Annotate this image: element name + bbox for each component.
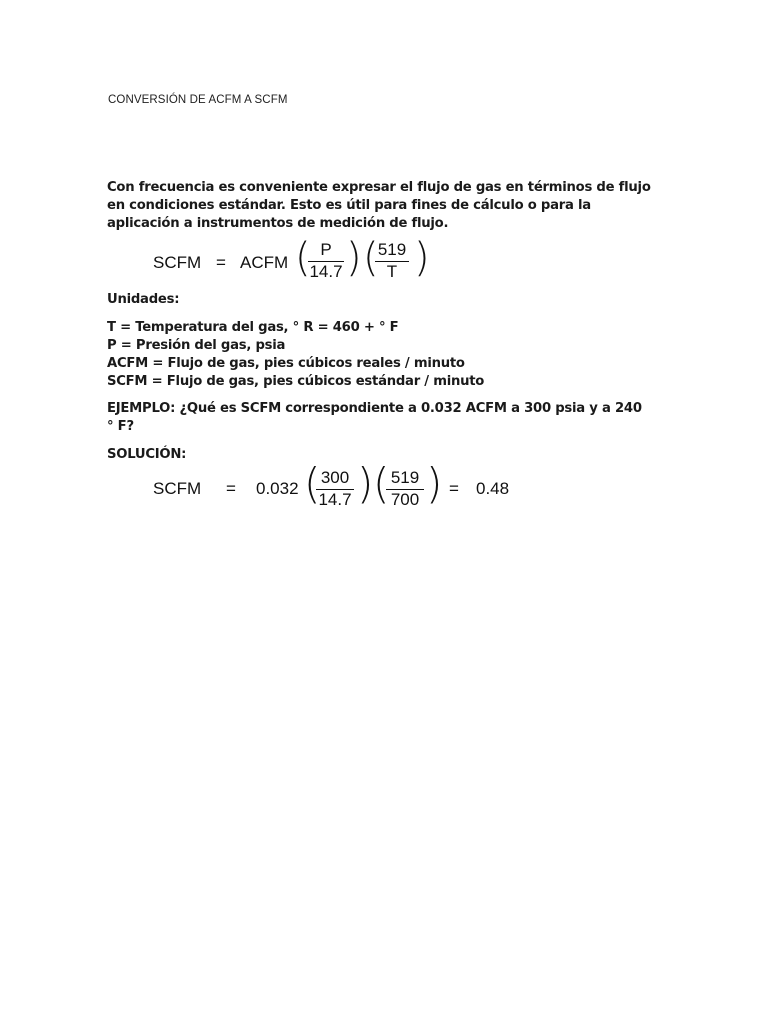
formula-equals: = [216,253,226,272]
solution-factor: 0.032 [256,479,299,498]
example-line: EJEMPLO: ¿Qué es SCFM correspondiente a 0.032 ACFM a 300 psia y a 240 [107,401,642,416]
unit-definition: P = Presión del gas, psia [107,338,286,353]
document-title: CONVERSIÓN DE ACFM A SCFM [108,94,288,106]
right-paren: ) [346,235,362,281]
right-paren: ) [357,459,374,508]
fraction-numerator: 300 [320,468,350,487]
unit-definition: SCFM = Flujo de gas, pies cúbicos estándar / minuto [107,374,485,389]
solution-result: 0.48 [476,479,510,498]
unit-definition: T = Temperatura del gas, ° R = 460 + ° F [107,320,399,335]
intro-line: Con frecuencia es conveniente expresar el flujo de gas en términos de flujo [107,180,651,195]
solution-equals: = [449,479,459,498]
left-paren: ( [363,235,379,281]
fraction-519-over-700 [386,468,424,510]
units-heading: Unidades: [107,292,180,307]
unit-definition: ACFM = Flujo de gas, pies cúbicos reales / minuto [107,356,465,371]
right-paren: ) [426,459,443,508]
left-paren: ( [373,459,390,508]
formula-lhs: SCFM [153,253,202,272]
fraction-numerator: P [320,240,332,259]
fraction-denominator: T [386,262,398,281]
example-line: ° F? [107,419,134,434]
intro-line: aplicación a instrumentos de medición de flujo. [107,216,449,231]
intro-line: en condiciones estándar. Esto es útil para fines de cálculo o para la [107,198,591,213]
left-paren: ( [304,459,321,508]
solution-heading: SOLUCIÓN: [107,447,187,462]
right-paren: ) [414,235,430,281]
solution-equals: = [226,479,236,498]
formula-term: ACFM [240,253,289,272]
fraction-denominator: 14.7 [309,262,343,281]
fraction-denominator: 700 [390,490,420,509]
fraction-300-over-147 [316,468,354,510]
fraction-denominator: 14.7 [318,490,352,509]
solution-lhs: SCFM [153,479,202,498]
fraction-numerator: 519 [390,468,420,487]
fraction-numerator: 519 [377,240,407,259]
left-paren: ( [295,235,311,281]
